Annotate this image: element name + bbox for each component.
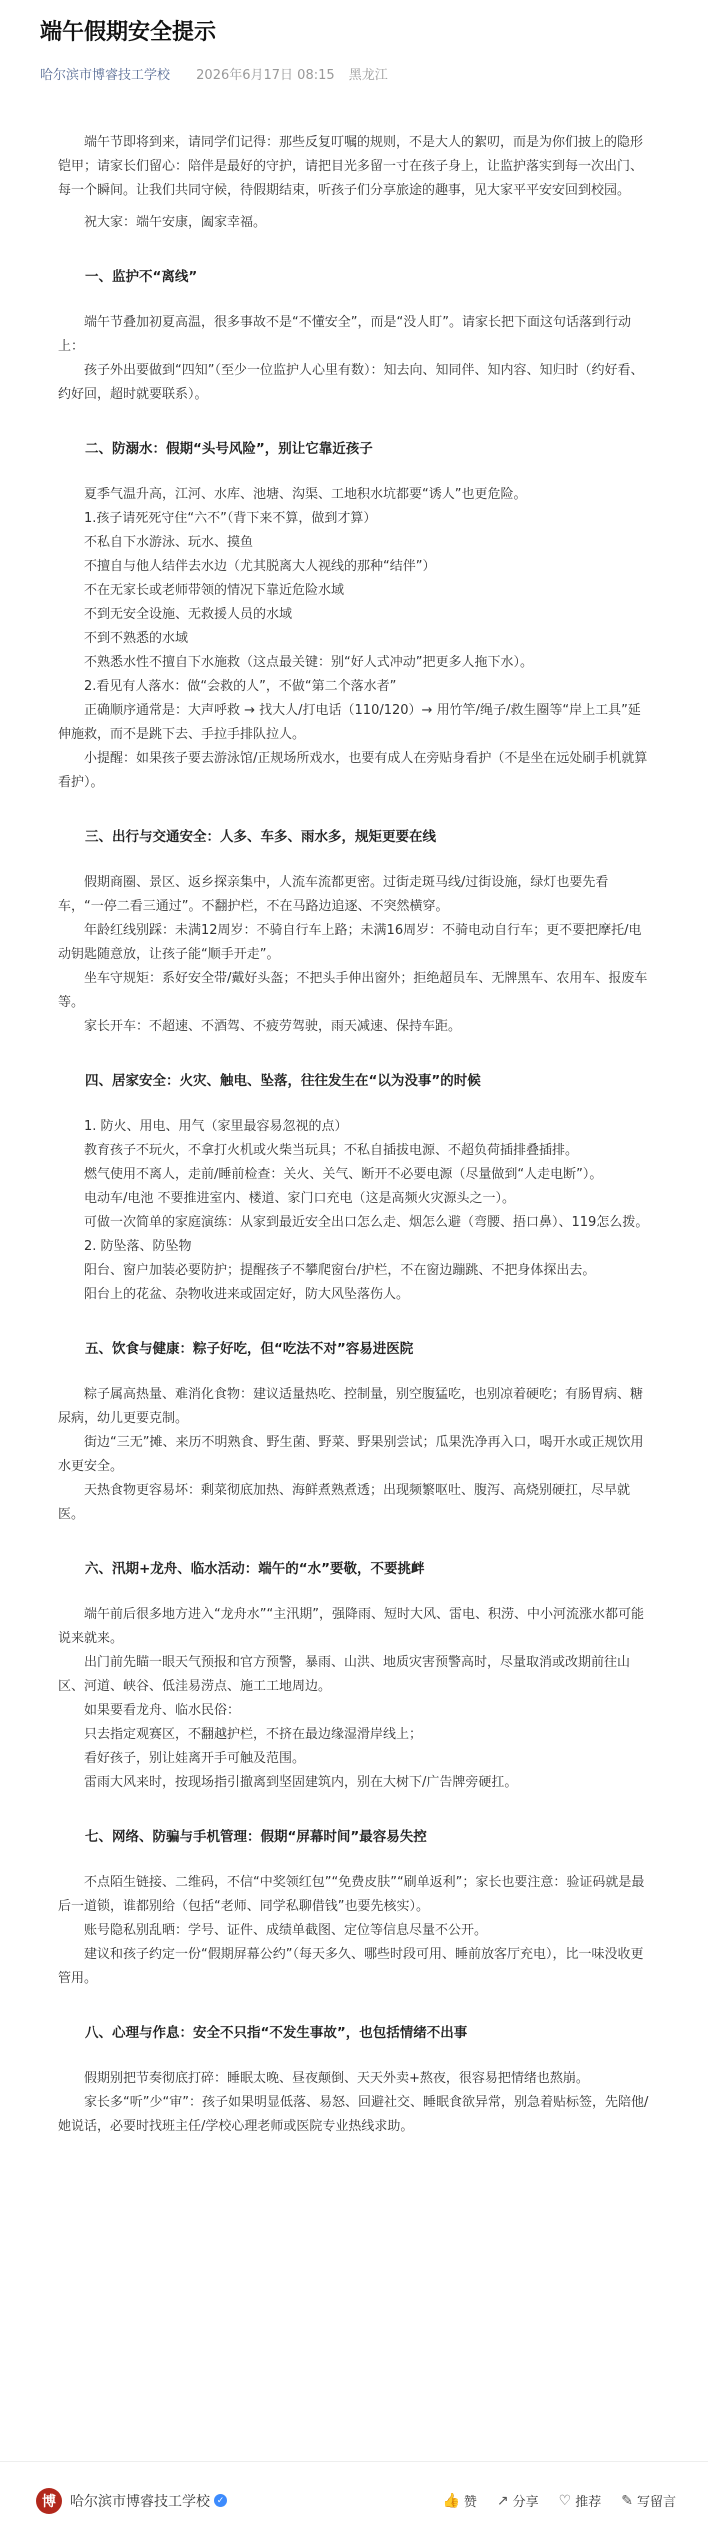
section-heading: 四、居家安全：火灾、触电、坠落，往往发生在“以为没事”的时候 xyxy=(85,1073,481,1089)
paragraph: 1. 防火、用电、用气（家里最容易忽视的点） xyxy=(84,1119,348,1134)
action-label: 赞 xyxy=(463,2495,477,2510)
action-label: 分享 xyxy=(512,2495,539,2510)
share-icon: ↗ xyxy=(496,2492,509,2509)
paragraph: 正确顺序通常是：大声呼救 → 找大人/打电话（110/120）→ 用竹竿/绳子/救生圈等“岸上工具”延伸施救，而不是跳下去、手拉手排队拉人。 xyxy=(58,703,641,742)
paragraph: 假期别把节奏彻底打碎：睡眠太晚、昼夜颠倒、天天外卖+熬夜，很容易把情绪也熬崩。 xyxy=(84,2071,589,2086)
paragraph: 假期商圈、景区、返乡探亲集中，人流车流都更密。过街走斑马线/过街设施，绿灯也要先看车，“一停二看三通过”。不翻护栏，不在马路边追逐、不突然横穿。 xyxy=(58,875,609,914)
paragraph: 街边“三无”摊、来历不明熟食、野生菌、野菜、野果别尝试；瓜果洗净再入口，喝开水或正规饮用水更安全。 xyxy=(58,1435,644,1474)
bottom-bar xyxy=(0,2461,708,2539)
paragraph: 教育孩子不玩火，不拿打火机或火柴当玩具；不私自插拔电源、不超负荷插排叠插排。 xyxy=(84,1143,579,1158)
paragraph: 端午节叠加初夏高温，很多事故不是“不懂安全”，而是“没人盯”。请家长把下面这句话落到行动上： xyxy=(58,315,631,354)
paragraph: 2.看见有人落水：做“会救的人”，不做“第二个落水者” xyxy=(84,679,397,694)
author-link[interactable]: 哈尔滨市博睿技工学校 xyxy=(40,68,171,83)
comment-button[interactable] xyxy=(621,2491,676,2510)
publish-date: 2026年6月17日 08:15 xyxy=(196,68,335,83)
paragraph: 家长多“听”少“审”：孩子如果明显低落、易怒、回避社交、睡眠食欲异常，别急着贴标签，先陪他/她说话，必要时找班主任/学校心理老师或医院专业热线求助。 xyxy=(58,2095,649,2134)
thumbs-up-button[interactable] xyxy=(442,2491,476,2510)
paragraph: 端午节即将到来，请同学们记得：那些反复叮嘱的规则，不是大人的絮叨，而是为你们披上的隐形铠甲；请家长们留心：陪伴是最好的守护，请把目光多留一寸在孩子身上，让监护落实到每一次出门、每一个瞬间。让我们共同守候，待假期结束，听孩子们分享旅途的趣事，见大家平平安安回到校园。 xyxy=(58,135,644,198)
section-heading: 八、心理与作息：安全不只指“不发生事故”，也包括情绪不出事 xyxy=(85,2025,468,2041)
paragraph: 家长开车：不超速、不酒驾、不疲劳驾驶，雨天减速、保持车距。 xyxy=(84,1019,462,1034)
paragraph: 只去指定观赛区，不翻越护栏，不挤在最边缘湿滑岸线上； xyxy=(84,1727,423,1742)
paragraph: 2. 防坠落、防坠物 xyxy=(84,1239,192,1254)
paragraph: 1.孩子请死死守住“六不”（背下来不算，做到才算） xyxy=(84,511,377,526)
paragraph: 出门前先瞄一眼天气预报和官方预警，暴雨、山洪、地质灾害预警高时，尽量取消或改期前往山区、河道、峡谷、低洼易涝点、施工工地周边。 xyxy=(58,1655,631,1694)
article-meta xyxy=(40,64,668,83)
paragraph: 雷雨大风来时，按现场指引撤离到坚固建筑内，别在大树下/广告牌旁硬扛。 xyxy=(84,1775,518,1790)
action-label: 推荐 xyxy=(575,2495,602,2510)
section-heading: 二、防溺水：假期“头号风险”，别让它靠近孩子 xyxy=(85,441,373,457)
account-avatar[interactable]: 博 xyxy=(36,2488,62,2514)
paragraph: 祝大家：端午安康，阖家幸福。 xyxy=(84,215,267,230)
section-heading: 六、汛期+龙舟、临水活动：端午的“水”要敬，不要挑衅 xyxy=(85,1561,425,1577)
paragraph: 账号隐私别乱晒：学号、证件、成绩单截图、定位等信息尽量不公开。 xyxy=(84,1923,488,1938)
action-label: 写留言 xyxy=(636,2495,676,2510)
paragraph: 坐车守规矩：系好安全带/戴好头盔；不把头手伸出窗外；拒绝超员车、无牌黑车、农用车、报废车等。 xyxy=(58,971,648,1010)
article-title: 端午假期安全提示 xyxy=(40,20,217,45)
share-button[interactable] xyxy=(497,2491,539,2510)
thumbs-up-icon: 👍 xyxy=(442,2492,460,2509)
account-name[interactable]: 哈尔滨市博睿技工学校 xyxy=(70,2493,210,2510)
paragraph: 不到不熟悉的水域 xyxy=(84,631,189,646)
paragraph: 阳台、窗户加装必要防护；提醒孩子不攀爬窗台/护栏，不在窗边蹦跳、不把身体探出去。 xyxy=(84,1263,596,1278)
paragraph: 端午前后很多地方进入“龙舟水”“主汛期”，强降雨、短时大风、雷电、积涝、中小河流涨水都可能说来就来。 xyxy=(58,1607,644,1646)
paragraph: 小提醒：如果孩子要去游泳馆/正规场所戏水，也要有成人在旁贴身看护（不是坐在远处刷手机就算看护）。 xyxy=(58,751,648,790)
paragraph: 夏季气温升高，江河、水库、池塘、沟渠、工地积水坑都要“诱人”也更危险。 xyxy=(84,487,527,502)
paragraph: 年龄红线别踩：未满12周岁：不骑自行车上路；未满16周岁：不骑电动自行车；更不要把摩托/电动钥匙随意放，让孩子能“顺手开走”。 xyxy=(58,923,642,962)
paragraph: 电动车/电池 不要推进室内、楼道、家门口充电（这是高频火灾源头之一）。 xyxy=(84,1191,516,1206)
paragraph: 建议和孩子约定一份“假期屏幕公约”（每天多久、哪些时段可用、睡前放客厅充电），比一味没收更管用。 xyxy=(58,1947,644,1986)
paragraph: 可做一次简单的家庭演练：从家到最近安全出口怎么走、烟怎么避（弯腰、捂口鼻）、119怎么拨。 xyxy=(84,1215,649,1230)
paragraph: 不私自下水游泳、玩水、摸鱼 xyxy=(84,535,254,550)
article-content xyxy=(40,131,668,2139)
heart-button[interactable] xyxy=(559,2491,602,2510)
paragraph: 不点陌生链接、二维码，不信“中奖领红包”“免费皮肤”“刷单返利”；家长也要注意：验证码就是最后一道锁，谁都别给（包括“老师、同学私聊借钱”也要先核实）。 xyxy=(58,1875,645,1914)
comment-icon: ✎ xyxy=(621,2492,633,2509)
section-heading: 一、监护不“离线” xyxy=(85,269,198,285)
section-heading: 五、饮食与健康：粽子好吃，但“吃法不对”容易进医院 xyxy=(85,1341,414,1357)
verified-icon: ✓ xyxy=(214,2494,227,2507)
paragraph: 不擅自与他人结伴去水边（尤其脱离大人视线的那种“结伴”） xyxy=(84,559,436,574)
paragraph: 不在无家长或老师带领的情况下靠近危险水域 xyxy=(84,583,345,598)
paragraph: 孩子外出要做到“四知”（至少一位监护人心里有数）：知去向、知同伴、知内容、知归时（约好看、约好回，超时就要联系）。 xyxy=(58,363,644,402)
paragraph: 如果要看龙舟、临水民俗： xyxy=(84,1703,241,1718)
publish-location: 黑龙江 xyxy=(348,68,388,83)
paragraph: 天热食物更容易坏：剩菜彻底加热、海鲜煮熟煮透；出现频繁呕吐、腹泻、高烧别硬扛，尽早就医。 xyxy=(58,1483,631,1522)
paragraph: 阳台上的花盆、杂物收进来或固定好，防大风坠落伤人。 xyxy=(84,1287,410,1302)
paragraph: 不熟悉水性不擅自下水施救（这点最关键：别“好人式冲动”把更多人拖下水）。 xyxy=(84,655,533,670)
heart-icon: ♡ xyxy=(558,2492,572,2509)
section-heading: 七、网络、防骗与手机管理：假期“屏幕时间”最容易失控 xyxy=(85,1829,427,1845)
action-bar xyxy=(442,2491,676,2510)
section-heading: 三、出行与交通安全：人多、车多、雨水多，规矩更要在线 xyxy=(85,829,436,845)
paragraph: 看好孩子，别让娃离开手可触及范围。 xyxy=(84,1751,306,1766)
paragraph: 粽子属高热量、难消化食物：建议适量热吃、控制量，别空腹猛吃，也别凉着硬吃；有肠胃病、糖尿病，幼儿更要克制。 xyxy=(58,1387,644,1426)
paragraph: 不到无安全设施、无救援人员的水域 xyxy=(84,607,293,622)
paragraph: 燃气使用不离人，走前/睡前检查：关火、关气、断开不必要电源（尽量做到“人走电断”）。 xyxy=(84,1167,603,1182)
